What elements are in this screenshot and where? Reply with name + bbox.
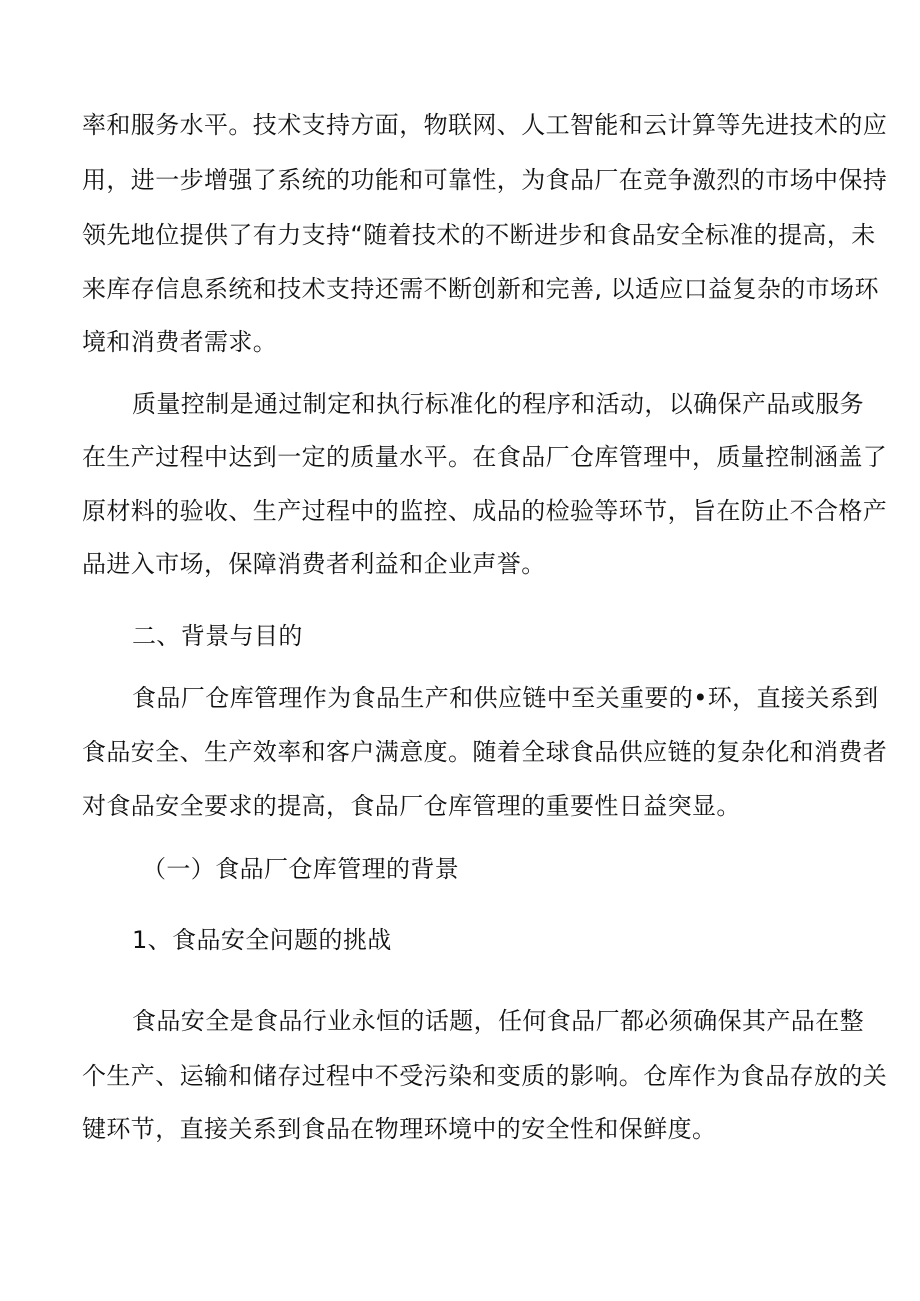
paragraph-3-line-1: 食品厂仓库管理作为食品生产和供应链中至关重要的•环，直接关系到 bbox=[132, 684, 879, 712]
paragraph-1-line-4: 来库存信息系统和技术支持还需不断创新和完善, 以适应口益复杂的市场环 bbox=[82, 275, 879, 303]
paragraph-4-line-3: 键环节，直接关系到食品在物理环境中的安全性和保鲜度。 bbox=[82, 1115, 717, 1143]
paragraph-1-line-1: 率和服务水平。技术支持方面，物联网、人工智能和云计算等先进技术的应 bbox=[82, 111, 888, 139]
paragraph-3-line-3: 对食品安全要求的提高，食品厂仓库管理的重要性日益突显。 bbox=[82, 792, 741, 820]
paragraph-4-line-1: 食品安全是食品行业永恒的话题，任何食品厂都必须确保其产品在整 bbox=[132, 1007, 864, 1035]
section-heading: 二、背景与目的 bbox=[132, 622, 303, 650]
paragraph-2-line-2: 在生产过程中达到一定的质量水平。在食品厂仓库管理中，质量控制涵盖了 bbox=[82, 443, 888, 471]
paragraph-1-line-2: 用，进一步增强了系统的功能和可靠性，为食品厂在竞争激烈的市场中保持 bbox=[82, 166, 888, 194]
item-heading: 1、食品安全问题的挑战 bbox=[132, 926, 392, 954]
paragraph-2-line-3: 原材料的验收、生产过程中的监控、成品的检验等环节，旨在防止不合格产 bbox=[82, 497, 888, 525]
paragraph-1-line-3: 领先地位提供了有力支持“随着技术的不断进步和食品安全标准的提高，未 bbox=[82, 221, 876, 249]
paragraph-2-line-1: 质量控制是通过制定和执行标准化的程序和活动，以确保产品或服务 bbox=[132, 390, 864, 418]
paragraph-3-line-2: 食品安全、生产效率和客户满意度。随着全球食品供应链的复杂化和消费者 bbox=[82, 738, 888, 766]
paragraph-4-line-2: 个生产、运输和储存过程中不受污染和变质的影响。仓库作为食品存放的关 bbox=[82, 1062, 888, 1090]
subsection-heading: （一）食品厂仓库管理的背景 bbox=[142, 855, 460, 883]
paragraph-1-line-5: 境和消费者需求。 bbox=[82, 328, 278, 356]
paragraph-2-line-4: 品进入市场，保障消费者利益和企业声誉。 bbox=[82, 550, 546, 578]
